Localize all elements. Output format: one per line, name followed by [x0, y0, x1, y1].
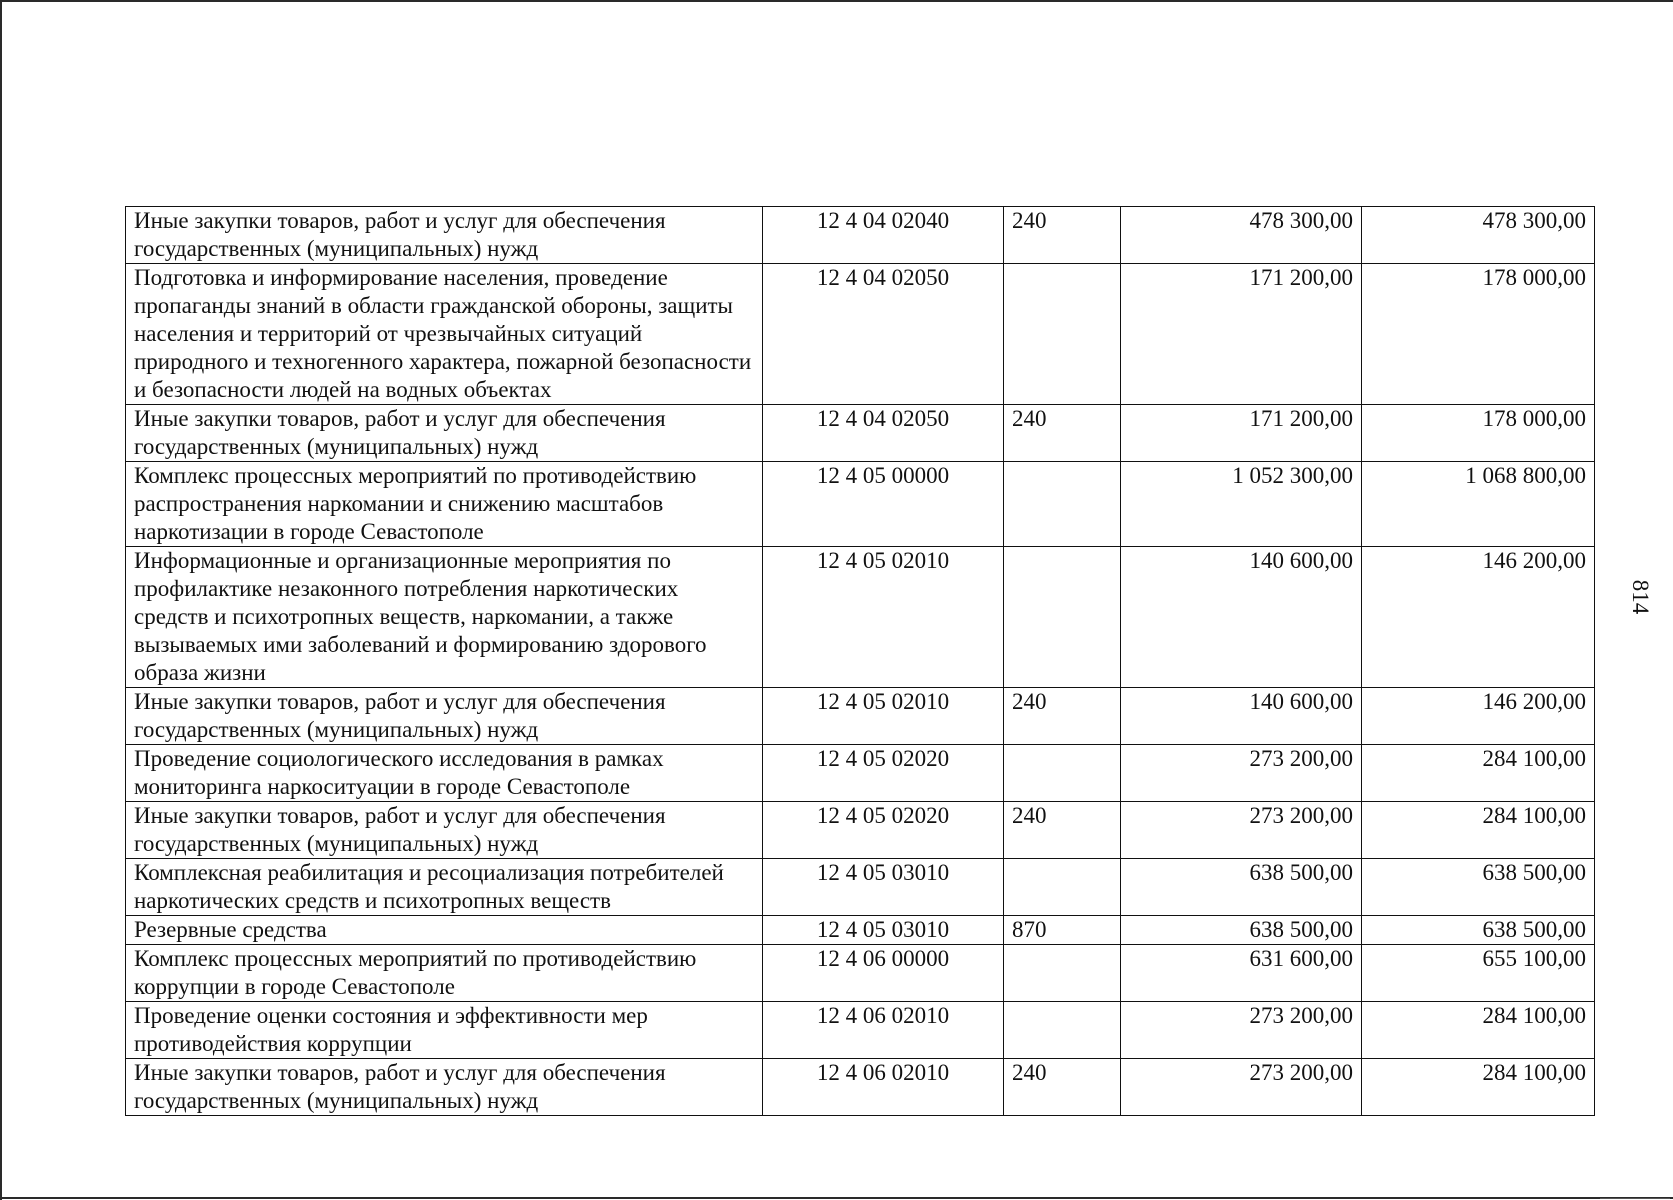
- expense-type-cell: [1004, 859, 1121, 916]
- table-row: [126, 745, 1595, 802]
- amount-year2-cell: 284 100,00: [1362, 1002, 1595, 1059]
- expense-type-cell: [1004, 945, 1121, 1002]
- amount-year1-cell: 171 200,00: [1121, 264, 1362, 405]
- page-number: 814: [1628, 579, 1653, 615]
- expense-type-cell: [1004, 264, 1121, 405]
- table-row: [126, 859, 1595, 916]
- amount-year1-cell: 273 200,00: [1121, 802, 1362, 859]
- scan-edge-bottom: [0, 1197, 1673, 1199]
- amount-year1-cell: 273 200,00: [1121, 745, 1362, 802]
- expense-name-cell: Иные закупки товаров, работ и услуг для обеспечения государственных (муниципальных) нужд: [126, 802, 763, 859]
- amount-year2-cell: 284 100,00: [1362, 802, 1595, 859]
- expense-type-cell: [1004, 745, 1121, 802]
- amount-year2-cell: 638 500,00: [1362, 859, 1595, 916]
- amount-year2-cell: 284 100,00: [1362, 1059, 1595, 1116]
- expense-type-cell: 870: [1004, 916, 1121, 945]
- table-row: [126, 945, 1595, 1002]
- table-row: [126, 1002, 1595, 1059]
- expense-name-cell: Подготовка и информирование населения, проведение пропаганды знаний в области гражданской обороны, защиты населения и территорий от чрезвычайных ситуаций природного и техногенного характера, пожарной безопасности и безопасности людей на водных объектах: [126, 264, 763, 405]
- scan-edge-top: [0, 0, 1673, 2]
- amount-year1-cell: 638 500,00: [1121, 859, 1362, 916]
- budget-code-cell: 12 4 05 02010: [763, 688, 1004, 745]
- expense-type-cell: 240: [1004, 405, 1121, 462]
- expense-type-cell: [1004, 462, 1121, 547]
- table-row: [126, 264, 1595, 405]
- amount-year2-cell: 178 000,00: [1362, 405, 1595, 462]
- budget-code-cell: 12 4 04 02050: [763, 264, 1004, 405]
- amount-year2-cell: 478 300,00: [1362, 207, 1595, 264]
- scan-edge-left: [0, 0, 2, 1200]
- table-row: [126, 405, 1595, 462]
- expense-name-cell: Комплексная реабилитация и ресоциализация потребителей наркотических средств и психотропных веществ: [126, 859, 763, 916]
- budget-code-cell: 12 4 05 02010: [763, 547, 1004, 688]
- expense-type-cell: 240: [1004, 688, 1121, 745]
- expense-name-cell: Проведение социологического исследования в рамках мониторинга наркоситуации в городе Севастополе: [126, 745, 763, 802]
- amount-year2-cell: 655 100,00: [1362, 945, 1595, 1002]
- expense-name-cell: Комплекс процессных мероприятий по противодействию коррупции в городе Севастополе: [126, 945, 763, 1002]
- expense-name-cell: Иные закупки товаров, работ и услуг для обеспечения государственных (муниципальных) нужд: [126, 688, 763, 745]
- amount-year2-cell: 178 000,00: [1362, 264, 1595, 405]
- table-row: [126, 462, 1595, 547]
- amount-year1-cell: 638 500,00: [1121, 916, 1362, 945]
- table-row: [126, 1059, 1595, 1116]
- expense-name-cell: Комплекс процессных мероприятий по противодействию распространения наркомании и снижению масштабов наркотизации в городе Севастополе: [126, 462, 763, 547]
- table-row: [126, 802, 1595, 859]
- expense-type-cell: [1004, 1002, 1121, 1059]
- expense-type-cell: 240: [1004, 1059, 1121, 1116]
- budget-code-cell: 12 4 05 03010: [763, 859, 1004, 916]
- table-row: [126, 688, 1595, 745]
- budget-code-cell: 12 4 06 00000: [763, 945, 1004, 1002]
- table-row: [126, 547, 1595, 688]
- amount-year1-cell: 273 200,00: [1121, 1002, 1362, 1059]
- budget-code-cell: 12 4 05 02020: [763, 802, 1004, 859]
- scan-fold-line: [1600, 1198, 1670, 1199]
- amount-year2-cell: 146 200,00: [1362, 547, 1595, 688]
- table-row: [126, 207, 1595, 264]
- budget-code-cell: 12 4 05 03010: [763, 916, 1004, 945]
- amount-year1-cell: 631 600,00: [1121, 945, 1362, 1002]
- budget-code-cell: 12 4 05 02020: [763, 745, 1004, 802]
- budget-code-cell: 12 4 04 02050: [763, 405, 1004, 462]
- expense-name-cell: Иные закупки товаров, работ и услуг для обеспечения государственных (муниципальных) нужд: [126, 207, 763, 264]
- expense-name-cell: Проведение оценки состояния и эффективности мер противодействия коррупции: [126, 1002, 763, 1059]
- amount-year1-cell: 171 200,00: [1121, 405, 1362, 462]
- amount-year2-cell: 1 068 800,00: [1362, 462, 1595, 547]
- budget-code-cell: 12 4 05 00000: [763, 462, 1004, 547]
- expense-type-cell: [1004, 547, 1121, 688]
- budget-code-cell: 12 4 04 02040: [763, 207, 1004, 264]
- budget-table: [125, 206, 1595, 1116]
- expense-name-cell: Иные закупки товаров, работ и услуг для обеспечения государственных (муниципальных) нужд: [126, 1059, 763, 1116]
- expense-name-cell: Резервные средства: [126, 916, 763, 945]
- amount-year1-cell: 273 200,00: [1121, 1059, 1362, 1116]
- amount-year1-cell: 140 600,00: [1121, 688, 1362, 745]
- amount-year1-cell: 140 600,00: [1121, 547, 1362, 688]
- budget-code-cell: 12 4 06 02010: [763, 1059, 1004, 1116]
- table-row: [126, 916, 1595, 945]
- budget-table-body: [126, 207, 1595, 1116]
- amount-year1-cell: 1 052 300,00: [1121, 462, 1362, 547]
- amount-year1-cell: 478 300,00: [1121, 207, 1362, 264]
- expense-name-cell: Иные закупки товаров, работ и услуг для обеспечения государственных (муниципальных) нужд: [126, 405, 763, 462]
- amount-year2-cell: 638 500,00: [1362, 916, 1595, 945]
- amount-year2-cell: 284 100,00: [1362, 745, 1595, 802]
- budget-code-cell: 12 4 06 02010: [763, 1002, 1004, 1059]
- expense-type-cell: 240: [1004, 802, 1121, 859]
- expense-type-cell: 240: [1004, 207, 1121, 264]
- expense-name-cell: Информационные и организационные мероприятия по профилактике незаконного потребления наркотических средств и психотропных веществ, наркомании, а также вызываемых ими заболеваний и формированию здорового образа жизни: [126, 547, 763, 688]
- amount-year2-cell: 146 200,00: [1362, 688, 1595, 745]
